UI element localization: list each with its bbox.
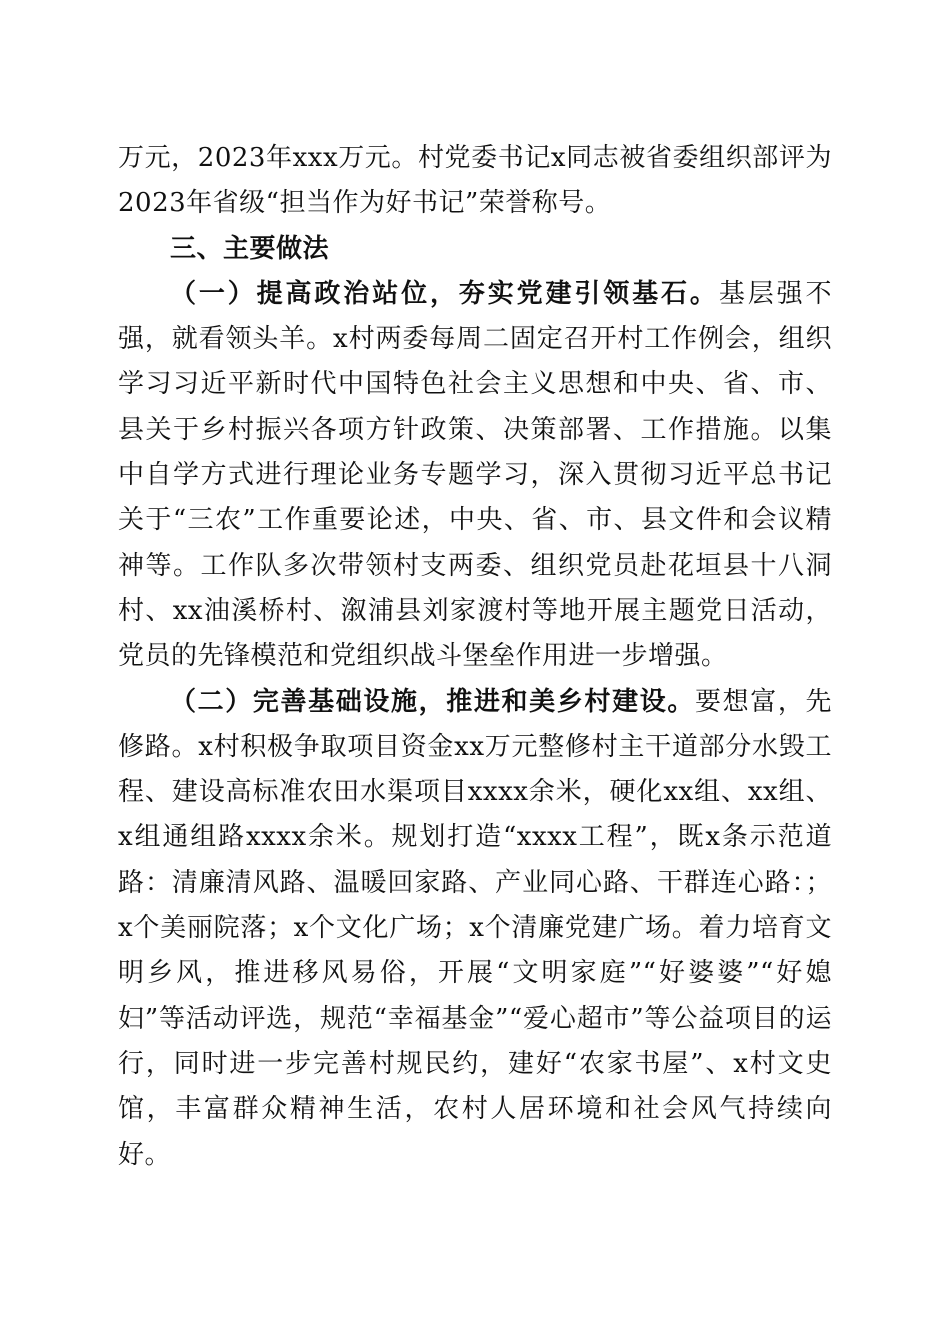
section-heading: 三、主要做法 <box>170 233 330 264</box>
document-page <box>118 136 832 1178</box>
subsection-2-lead: （二）完善基础设施，推进和美乡村建设。 <box>170 686 695 717</box>
subsection-2 <box>118 680 832 1178</box>
subsection-2-body: 要想富，先修路。x村积极争取项目资金xx万元整修村主干道部分水毁工程、建设高标准农田水渠项目xxxx余米，硬化xx组、xx组、x组通组路xxxx余米。规划打造“xxxx工程”，既x条示范道路：清廉清风路、温暖回家路、产业同心路、干群连心路：；x个美丽院落；x个文化广场；x个清廉党建广场。着力培育文明乡风，推进移风易俗，开展“文明家庭”“好婆婆”“好媳妇”等活动评选，规范“幸福基金”“爱心超市”等公益项目的运行，同时进一步完善村规民约，建好“农家书屋”、x村文史馆，丰富群众精神生活，农村人居环境和社会风气持续向好。 <box>118 686 832 1170</box>
paragraph-continuation: 万元，2023年xxx万元。村党委书记x同志被省委组织部评为2023年省级“担当作为好书记”荣誉称号。 <box>118 143 832 219</box>
subsection-1-lead: （一）提高政治站位，夯实党建引领基石。 <box>170 278 719 309</box>
subsection-1 <box>118 272 832 680</box>
subsection-1-body: 基层强不强，就看领头羊。x村两委每周二固定召开村工作例会，组织学习习近平新时代中国特色社会主义思想和中央、省、市、县关于乡村振兴各项方针政策、决策部署、工作措施。以集中自学方式进行理论业务专题学习，深入贯彻习近平总书记关于“三农”工作重要论述，中央、省、市、县文件和会议精神等。工作队多次带领村支两委、组织党员赴花垣县十八洞村、xx油溪桥村、溆浦县刘家渡村等地开展主题党日活动，党员的先锋模范和党组织战斗堡垒作用进一步增强。 <box>118 278 832 672</box>
